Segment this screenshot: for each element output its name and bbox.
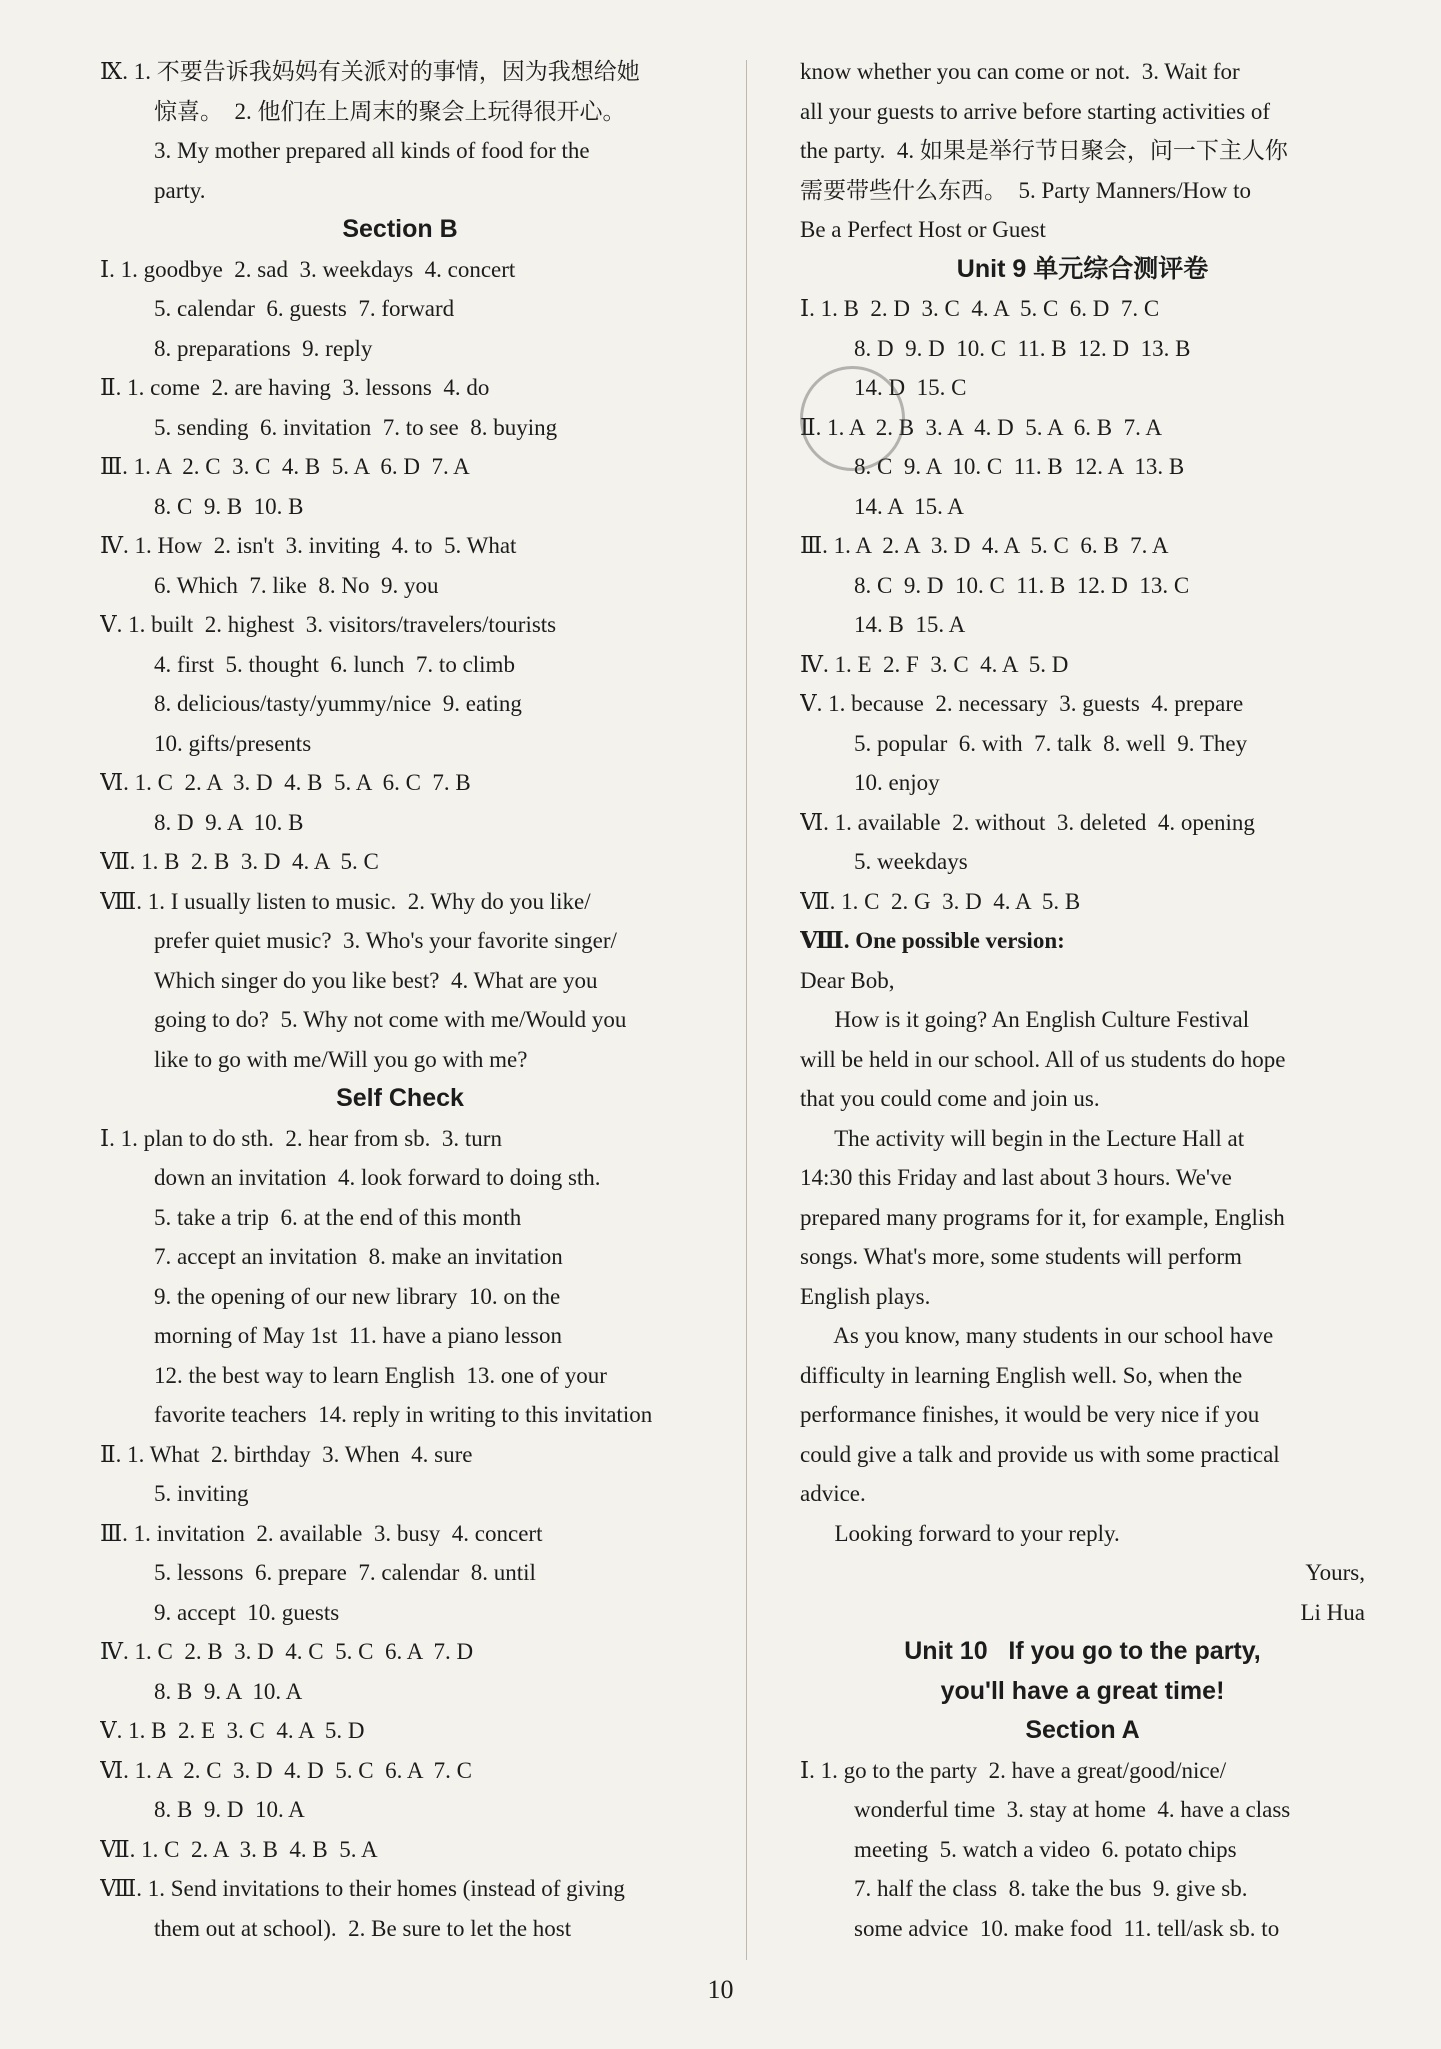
- left-column-line: Ⅶ. 1. B 2. B 3. D 4. A 5. C: [100, 849, 379, 874]
- right-column-line: that you could come and join us.: [800, 1086, 1100, 1111]
- right-column-line: some advice 10. make food 11. tell/ask sb. to: [854, 1915, 1280, 1941]
- left-column-line: favorite teachers 14. reply in writing to this invitation: [154, 1402, 653, 1427]
- left-column: [100, 52, 700, 1948]
- right-column-line: advice.: [800, 1481, 866, 1506]
- left-column-line: 5. lessons 6. prepare 7. calendar 8. until: [154, 1560, 536, 1585]
- left-column-line: Ⅳ. 1. C 2. B 3. D 4. C 5. C 6. A 7. D: [100, 1639, 474, 1664]
- left-column-line: 3. My mother prepared all kinds of food for the: [154, 138, 590, 163]
- left-column-line: 8. B 9. A 10. A: [154, 1678, 303, 1704]
- right-column-line: 5. weekdays: [854, 849, 968, 874]
- left-column-line: Ⅶ. 1. C 2. A 3. B 4. B 5. A: [100, 1836, 378, 1862]
- left-column-line: Which singer do you like best? 4. What are you: [154, 967, 598, 993]
- left-column-line: Ⅷ. 1. I usually listen to music. 2. Why do you like/: [100, 888, 591, 914]
- right-column-line: 14:30 this Friday and last about 3 hours. We've: [800, 1165, 1232, 1190]
- right-column-line: Ⅷ. One possible version:: [800, 928, 1065, 953]
- left-column-line: party.: [154, 177, 206, 203]
- left-column-line: 12. the best way to learn English 13. one of your: [154, 1362, 607, 1388]
- left-column-line: 6. Which 7. like 8. No 9. you: [154, 572, 439, 598]
- right-column-line: all your guests to arrive before starting activities of: [800, 98, 1271, 124]
- right-column-line: meeting 5. watch a video 6. potato chips: [854, 1836, 1237, 1862]
- column-divider: [746, 60, 747, 1960]
- right-column-line: Ⅳ. 1. E 2. F 3. C 4. A 5. D: [800, 651, 1069, 677]
- left-column-line: prefer quiet music? 3. Who's your favorite singer/: [154, 928, 617, 953]
- left-column-line: 5. sending 6. invitation 7. to see 8. buying: [154, 414, 558, 440]
- left-column-line: Ⅴ. 1. built 2. highest 3. visitors/travelers/tourists: [100, 612, 557, 637]
- right-column-line: prepared many programs for it, for example, English: [800, 1204, 1285, 1230]
- right-column-line: Dear Bob,: [800, 967, 895, 993]
- left-column-line: 4. first 5. thought 6. lunch 7. to climb: [154, 651, 515, 677]
- right-column-line: 8. D 9. D 10. C 11. B 12. D 13. B: [854, 335, 1191, 361]
- left-column-line: 8. preparations 9. reply: [154, 335, 373, 361]
- right-column-line: 7. half the class 8. take the bus 9. give sb.: [854, 1876, 1248, 1901]
- right-column-line: Ⅱ. 1. A 2. B 3. A 4. D 5. A 6. B 7. A: [800, 414, 1162, 440]
- right-column-line: Section A: [1025, 1716, 1140, 1744]
- right-column-line: 5. popular 6. with 7. talk 8. well 9. They: [854, 730, 1248, 756]
- right-column-line: Li Hua: [1300, 1599, 1365, 1625]
- left-column-line: Ⅷ. 1. Send invitations to their homes (instead of giving: [100, 1876, 625, 1901]
- left-column-line: Ⅴ. 1. B 2. E 3. C 4. A 5. D: [100, 1718, 365, 1743]
- right-column-line: As you know, many students in our school have: [800, 1323, 1274, 1348]
- right-column-line: Looking forward to your reply.: [800, 1520, 1120, 1546]
- right-column-line: difficulty in learning English well. So, when the: [800, 1362, 1243, 1388]
- left-column-line: down an invitation 4. look forward to doing sth.: [154, 1165, 601, 1190]
- right-column-line: wonderful time 3. stay at home 4. have a class: [854, 1797, 1291, 1822]
- homework-stamp: [800, 366, 905, 471]
- left-column-line: Ⅲ. 1. invitation 2. available 3. busy 4. concert: [100, 1520, 543, 1546]
- right-column-line: Ⅰ. 1. B 2. D 3. C 4. A 5. C 6. D 7. C: [800, 296, 1160, 321]
- right-column-line: 14. D 15. C: [854, 375, 967, 400]
- left-column-line: Ⅱ. 1. come 2. are having 3. lessons 4. do: [100, 375, 490, 400]
- right-column-line: 14. A 15. A: [854, 493, 964, 519]
- left-column-line: 8. C 9. B 10. B: [154, 493, 304, 519]
- left-column-line: going to do? 5. Why not come with me/Would you: [154, 1007, 627, 1032]
- right-column-line: 10. enjoy: [854, 770, 940, 795]
- left-column-line: 7. accept an invitation 8. make an invitation: [154, 1244, 563, 1269]
- left-column-line: Ⅵ. 1. A 2. C 3. D 4. D 5. C 6. A 7. C: [100, 1757, 473, 1783]
- right-column-line: Ⅰ. 1. go to the party 2. have a great/good/nice/: [800, 1757, 1227, 1783]
- right-column-line: the party. 4. 如果是举行节日聚会，问一下主人你: [800, 138, 1288, 163]
- left-column-line: Ⅱ. 1. What 2. birthday 3. When 4. sure: [100, 1441, 473, 1467]
- page-number: 10: [707, 1975, 734, 2004]
- left-column-line: 5. take a trip 6. at the end of this month: [154, 1204, 522, 1230]
- left-column-line: Ⅲ. 1. A 2. C 3. C 4. B 5. A 6. D 7. A: [100, 454, 470, 479]
- left-column-line: 8. D 9. A 10. B: [154, 809, 304, 835]
- left-column-line: Self Check: [336, 1084, 464, 1112]
- right-column-line: Ⅵ. 1. available 2. without 3. deleted 4. opening: [800, 809, 1255, 835]
- left-column-line: 10. gifts/presents: [154, 730, 312, 756]
- left-column-line: like to go with me/Will you go with me?: [154, 1046, 528, 1072]
- right-column-line: know whether you can come or not. 3. Wait for: [800, 59, 1240, 84]
- right-column-line: 8. C 9. D 10. C 11. B 12. D 13. C: [854, 572, 1190, 598]
- left-column-line: 8. delicious/tasty/yummy/nice 9. eating: [154, 691, 522, 716]
- right-column-line: performance finishes, it would be very nice if you: [800, 1402, 1260, 1427]
- left-column-line: 5. calendar 6. guests 7. forward: [154, 296, 455, 321]
- right-column-line: The activity will begin in the Lecture Hall at: [800, 1125, 1245, 1151]
- right-column-line: will be held in our school. All of us students do hope: [800, 1046, 1286, 1072]
- left-column-line: 5. inviting: [154, 1481, 249, 1506]
- right-column-line: Ⅲ. 1. A 2. A 3. D 4. A 5. C 6. B 7. A: [800, 533, 1169, 558]
- right-column-line: songs. What's more, some students will perform: [800, 1244, 1242, 1269]
- left-column-line: 8. B 9. D 10. A: [154, 1797, 305, 1822]
- left-column-line: 9. the opening of our new library 10. on the: [154, 1283, 561, 1309]
- left-column-line: Ⅰ. 1. goodbye 2. sad 3. weekdays 4. concert: [100, 256, 516, 282]
- right-column: [800, 52, 1365, 1948]
- left-column-line: 惊喜。 2. 他们在上周末的聚会上玩得很开心。: [154, 98, 626, 124]
- right-column-line: you'll have a great time!: [940, 1676, 1225, 1705]
- left-column-line: Ⅵ. 1. C 2. A 3. D 4. B 5. A 6. C 7. B: [100, 770, 471, 795]
- right-column-line: English plays.: [800, 1283, 931, 1309]
- left-column-line: 9. accept 10. guests: [154, 1599, 340, 1625]
- right-column-line: could give a talk and provide us with some practical: [800, 1441, 1280, 1467]
- left-column-line: morning of May 1st 11. have a piano lesson: [154, 1323, 562, 1348]
- left-column-line: Ⅳ. 1. How 2. isn't 3. inviting 4. to 5. What: [100, 533, 517, 558]
- left-column-line: Ⅰ. 1. plan to do sth. 2. hear from sb. 3. turn: [100, 1125, 502, 1151]
- right-column-line: Yours,: [1305, 1560, 1365, 1585]
- right-column-line: 需要带些什么东西。 5. Party Manners/How to: [800, 177, 1252, 203]
- right-column-line: 8. C 9. A 10. C 11. B 12. A 13. B: [854, 454, 1185, 479]
- right-column-line: How is it going? An English Culture Festival: [800, 1007, 1250, 1032]
- right-column-line: Unit 10 If you go to the party,: [904, 1637, 1261, 1665]
- right-column-line: 14. B 15. A: [854, 612, 966, 637]
- right-column-line: Ⅴ. 1. because 2. necessary 3. guests 4. prepare: [800, 691, 1244, 716]
- right-column-line: Unit 9 单元综合测评卷: [956, 254, 1209, 283]
- right-column-line: Be a Perfect Host or Guest: [800, 217, 1046, 242]
- left-column-line: them out at school). 2. Be sure to let the host: [154, 1915, 572, 1941]
- left-column-line: Ⅸ. 1. 不要告诉我妈妈有关派对的事情，因为我想给她: [100, 59, 640, 84]
- left-column-line: Section B: [342, 215, 458, 243]
- right-column-line: Ⅶ. 1. C 2. G 3. D 4. A 5. B: [800, 888, 1081, 914]
